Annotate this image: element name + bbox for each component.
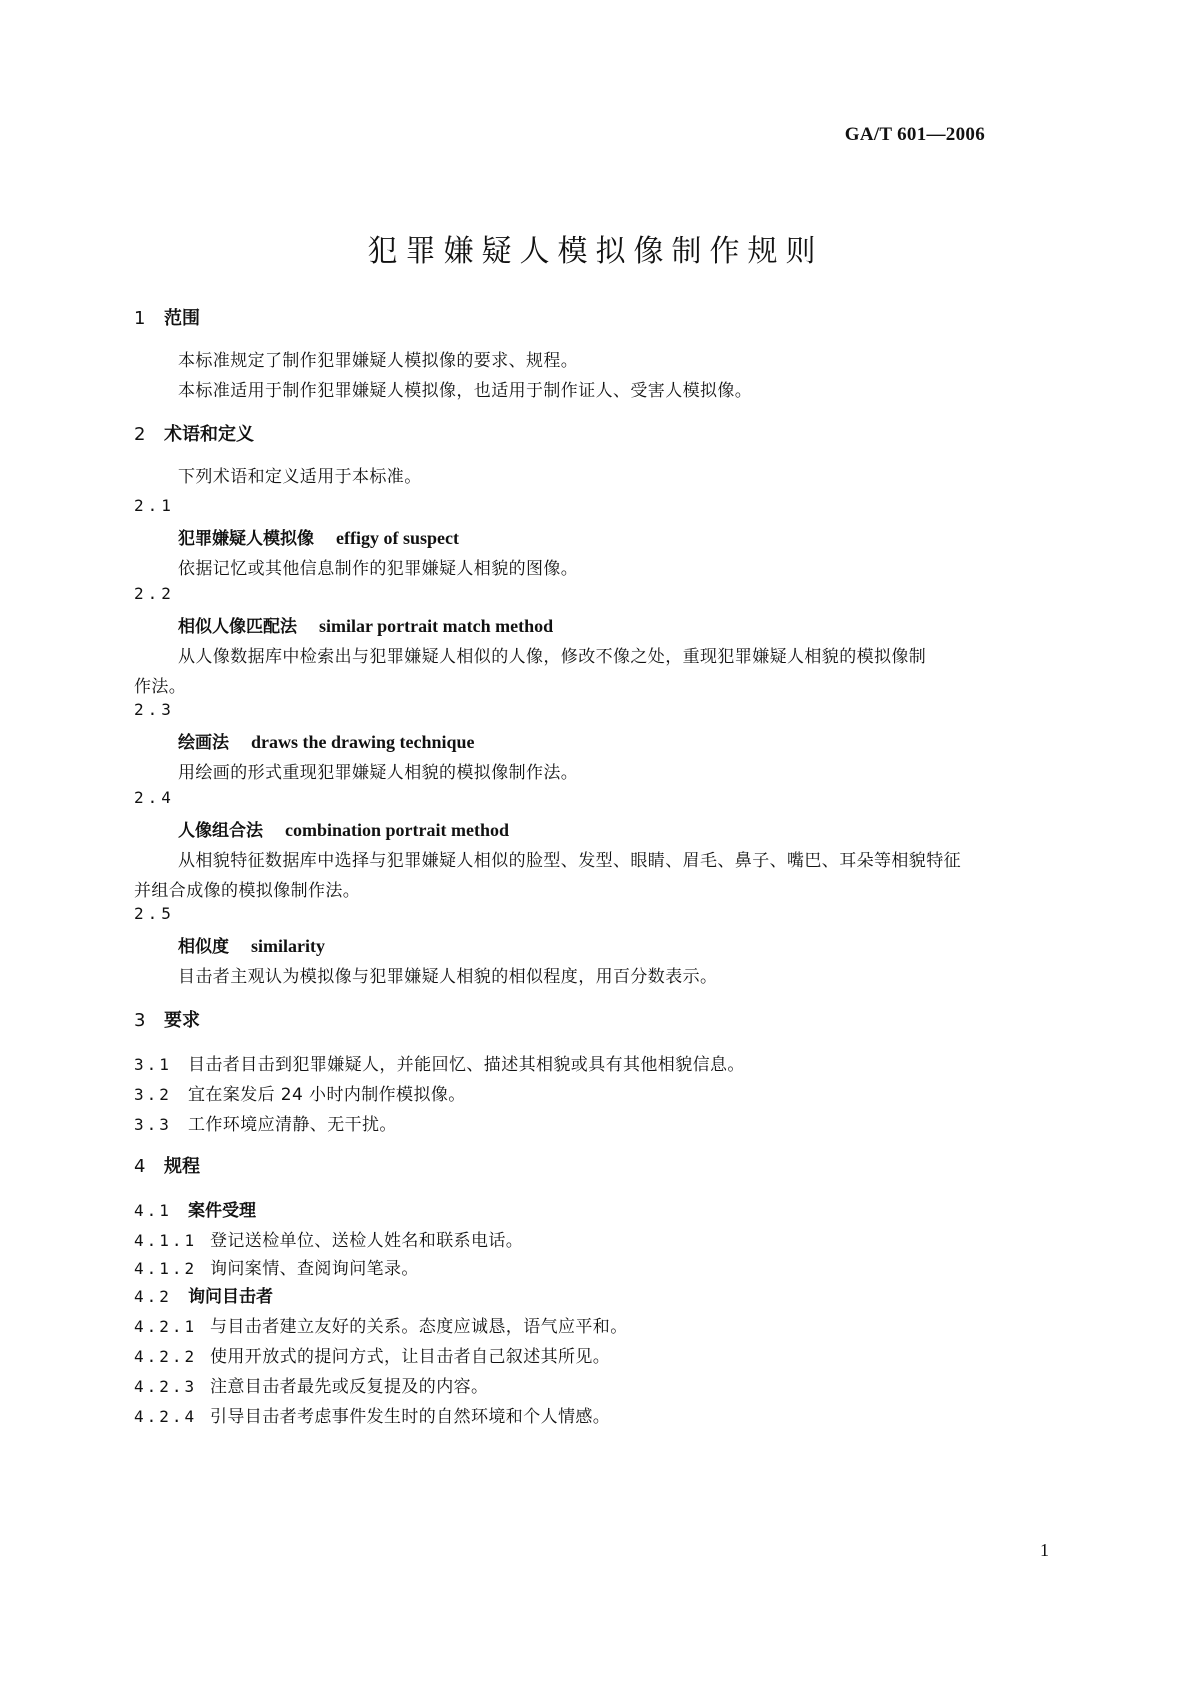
clause-number: 3.1: [134, 1055, 172, 1074]
term-heading: [178, 816, 509, 841]
term-chinese: 犯罪嫌疑人模拟像: [178, 529, 314, 549]
standard-code: GA/T 601—2006: [844, 124, 985, 145]
term-definition: 从相貌特征数据库中选择与犯罪嫌疑人相似的脸型、发型、眼睛、眉毛、鼻子、嘴巴、耳朵等相貌特征: [178, 851, 961, 871]
clause: [134, 1312, 628, 1337]
section-title: 范围: [164, 308, 200, 329]
section-number: 2: [134, 424, 146, 445]
term-english: similar portrait match method: [319, 616, 554, 636]
clause-number: 4.2.4: [134, 1407, 198, 1426]
term-heading: [178, 728, 475, 753]
clause-number: 4.1.1: [134, 1231, 198, 1250]
paragraph: 下列术语和定义适用于本标准。: [178, 467, 422, 487]
term-heading: [178, 612, 553, 637]
document-title: 犯罪嫌疑人模拟像制作规则: [367, 234, 824, 269]
clause-text: 登记送检单位、送检人姓名和联系电话。: [210, 1231, 524, 1251]
page-number: 1: [1040, 1540, 1049, 1560]
section-title: 术语和定义: [164, 424, 254, 445]
subsection-heading: [134, 1282, 273, 1307]
paragraph: 本标准适用于制作犯罪嫌疑人模拟像，也适用于制作证人、受害人模拟像。: [178, 381, 753, 401]
clause: [134, 1226, 523, 1251]
clause-text: 使用开放式的提问方式，让目击者自己叙述其所见。: [210, 1347, 611, 1367]
clause-text: 宜在案发后 24 小时内制作模拟像。: [188, 1085, 466, 1105]
term-number: 2.1: [134, 496, 175, 515]
clause-text: 注意目击者最先或反复提及的内容。: [210, 1377, 489, 1397]
clause-text: 与目击者建立友好的关系。态度应诚恳，语气应平和。: [210, 1317, 628, 1337]
subsection-title: 案件受理: [188, 1201, 256, 1221]
term-number: 2.2: [134, 584, 175, 603]
clause: [134, 1402, 610, 1427]
clause-number: 4.1.2: [134, 1259, 198, 1278]
clause: [134, 1110, 397, 1135]
clause-number: 4.2.2: [134, 1347, 198, 1366]
clause-text: 工作环境应清静、无干扰。: [188, 1115, 397, 1135]
clause-text: 引导目击者考虑事件发生时的自然环境和个人情感。: [210, 1407, 611, 1427]
clause: [134, 1372, 488, 1397]
subsection-number: 4.2: [134, 1287, 172, 1306]
section-2-heading: [134, 420, 254, 446]
section-1-heading: [134, 304, 200, 330]
clause: [134, 1342, 610, 1367]
term-definition: 依据记忆或其他信息制作的犯罪嫌疑人相貌的图像。: [178, 559, 579, 579]
section-3-heading: [134, 1006, 200, 1032]
section-number: 4: [134, 1156, 146, 1177]
term-english: combination portrait method: [285, 820, 509, 840]
term-chinese: 人像组合法: [178, 821, 263, 841]
term-number: 2.5: [134, 904, 175, 923]
term-heading: [178, 932, 325, 957]
term-chinese: 相似人像匹配法: [178, 617, 297, 637]
section-number: 1: [134, 308, 146, 329]
section-title: 规程: [164, 1156, 200, 1177]
term-definition: 从人像数据库中检索出与犯罪嫌疑人相似的人像，修改不像之处，重现犯罪嫌疑人相貌的模拟像制: [178, 647, 927, 667]
term-definition: 用绘画的形式重现犯罪嫌疑人相貌的模拟像制作法。: [178, 763, 579, 783]
term-definition-continued: 作法。: [134, 677, 187, 697]
subsection-number: 4.1: [134, 1201, 172, 1220]
term-chinese: 绘画法: [178, 733, 229, 753]
subsection-heading: [134, 1196, 256, 1221]
clause: [134, 1254, 419, 1279]
clause-number: 3.2: [134, 1085, 172, 1104]
term-definition: 目击者主观认为模拟像与犯罪嫌疑人相貌的相似程度，用百分数表示。: [178, 967, 718, 987]
term-number: 2.3: [134, 700, 175, 719]
clause: [134, 1050, 745, 1075]
clause-number: 4.2.3: [134, 1377, 198, 1396]
paragraph: 本标准规定了制作犯罪嫌疑人模拟像的要求、规程。: [178, 351, 579, 371]
section-4-heading: [134, 1152, 200, 1178]
section-number: 3: [134, 1010, 146, 1031]
term-english: effigy of suspect: [336, 528, 459, 548]
clause-number: 4.2.1: [134, 1317, 198, 1336]
term-chinese: 相似度: [178, 937, 229, 957]
section-title: 要求: [164, 1010, 200, 1031]
term-number: 2.4: [134, 788, 175, 807]
term-english: draws the drawing technique: [251, 732, 475, 752]
clause-text: 目击者目击到犯罪嫌疑人，并能回忆、描述其相貌或具有其他相貌信息。: [188, 1055, 745, 1075]
subsection-title: 询问目击者: [188, 1287, 273, 1307]
clause-text: 询问案情、查阅询问笔录。: [210, 1259, 419, 1279]
term-english: similarity: [251, 936, 325, 956]
clause-number: 3.3: [134, 1115, 172, 1134]
clause: [134, 1080, 466, 1105]
term-definition-continued: 并组合成像的模拟像制作法。: [134, 881, 361, 901]
term-heading: [178, 524, 459, 549]
